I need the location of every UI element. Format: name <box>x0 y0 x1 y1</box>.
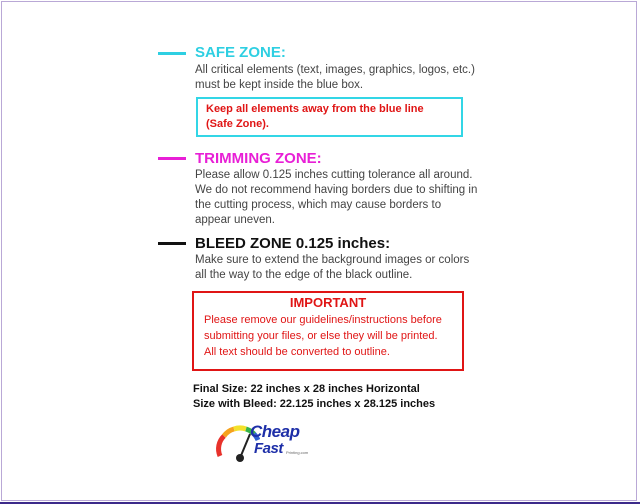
safe-box-line-2: (Safe Zone). <box>206 118 269 130</box>
safe-zone-description <box>195 63 475 93</box>
important-box <box>192 291 464 371</box>
bleed-line-2: all the way to the edge of the black outline. <box>195 269 413 281</box>
bleed-zone-title: BLEED ZONE 0.125 inches: <box>195 235 391 252</box>
size-info <box>193 382 435 412</box>
trimming-line-4: appear uneven. <box>195 214 275 226</box>
trimming-zone-line <box>158 157 186 160</box>
trimming-line-3: the cutting process, which may cause borders to <box>195 199 442 211</box>
safe-box-line-1: Keep all elements away from the blue line <box>206 103 424 115</box>
safe-zone-line-2: must be kept inside the blue box. <box>195 79 364 91</box>
trimming-zone-title: TRIMMING ZONE: <box>195 150 322 167</box>
important-title: IMPORTANT <box>289 295 367 310</box>
important-line-2: submitting your files, or else they will be printed. <box>204 330 438 342</box>
bleed-zone-description <box>195 253 469 283</box>
trimming-zone-description <box>195 168 477 228</box>
bleed-size: Size with Bleed: 22.125 inches x 28.125 inches <box>193 398 436 410</box>
important-line-3: All text should be converted to outline. <box>204 346 390 358</box>
logo-word-cheap: Cheap <box>250 422 300 441</box>
safe-zone-title: SAFE ZONE: <box>195 44 286 61</box>
important-line-1: Please remove our guidelines/instructions before <box>204 314 442 326</box>
safe-zone-box <box>196 97 463 137</box>
logo-subtext: Printing.com <box>286 450 309 455</box>
bleed-line-1: Make sure to extend the background images or colors <box>195 254 470 266</box>
trimming-line-2: We do not recommend having borders due to shifting in <box>195 184 478 196</box>
bleed-zone-line <box>158 242 186 245</box>
trimming-line-1: Please allow 0.125 inches cutting tolerance all around. <box>195 169 473 181</box>
final-size: Final Size: 22 inches x 28 inches Horizontal <box>193 383 420 395</box>
safe-zone-line-1: All critical elements (text, images, graphics, logos, etc.) <box>195 64 475 76</box>
safe-zone-line <box>158 52 186 55</box>
cheapfast-logo <box>214 420 324 468</box>
logo-word-fast: Fast <box>254 440 283 457</box>
